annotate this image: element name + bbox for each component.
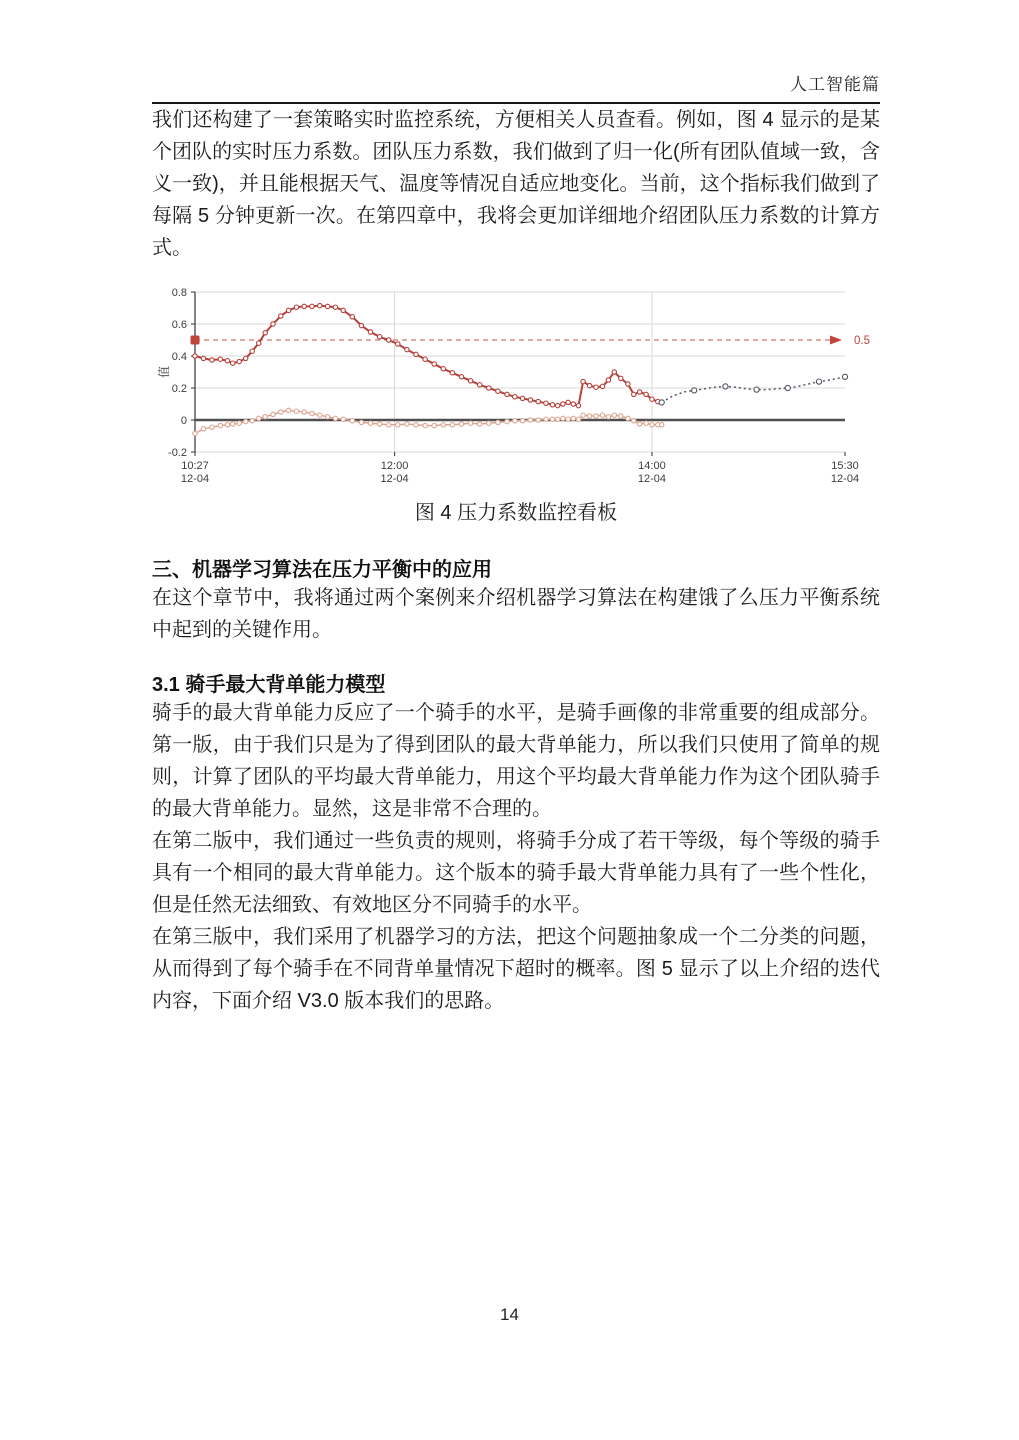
- paragraph-version-3: 在第三版中，我们采用了机器学习的方法，把这个问题抽象成一个二分类的问题，从而得到了每个骑手在不同背单量情况下超时的概率。图 5 显示了以上介绍的迭代内容，下面介绍 V3.0 版本我们的思路。: [152, 926, 880, 1012]
- subsection-heading-3-1: 3.1 骑手最大背单能力模型: [152, 674, 386, 696]
- figure-4-caption: 图 4 压力系数监控看板: [414, 502, 618, 524]
- svg-text:0.8: 0.8: [171, 287, 187, 299]
- page-number: 14: [500, 1305, 519, 1324]
- paragraph-version-2: 在第二版中，我们通过一些负责的规则，将骑手分成了若干等级，每个等级的骑手具有一个相同的最大背单能力。这个版本的骑手最大背单能力具有了一些个性化，但是任然无法细致、有效地区分不同骑手的水平。: [152, 830, 880, 916]
- svg-text:12:00: 12:00: [380, 460, 409, 472]
- svg-text:14:00: 14:00: [638, 460, 666, 472]
- svg-text:15:30: 15:30: [831, 460, 859, 472]
- svg-text:0.2: 0.2: [171, 383, 187, 395]
- figure-4: [152, 280, 880, 490]
- svg-text:10:27: 10:27: [181, 460, 209, 472]
- section-heading-3: 三、机器学习算法在压力平衡中的应用: [152, 559, 492, 581]
- svg-text:0.5: 0.5: [854, 335, 870, 347]
- svg-text:12-04: 12-04: [830, 473, 860, 485]
- page-content: [152, 0, 880, 1017]
- svg-text:12-04: 12-04: [180, 473, 210, 485]
- svg-text:0.4: 0.4: [171, 351, 187, 363]
- svg-text:0: 0: [180, 415, 187, 427]
- svg-text:0.6: 0.6: [171, 319, 187, 331]
- svg-text:12-04: 12-04: [637, 473, 667, 485]
- svg-text:值: 值: [157, 365, 171, 379]
- paragraph-version-1: 骑手的最大背单能力反应了一个骑手的水平，是骑手画像的非常重要的组成部分。第一版，由于我们只是为了得到团队的最大背单能力，所以我们只使用了简单的规则，计算了团队的平均最大背单能力，用这个平均最大背单能力作为这个团队骑手的最大背单能力。显然，这是非常不合理的。: [152, 702, 880, 820]
- paragraph-chapter-intro: 在这个章节中，我将通过两个案例来介绍机器学习算法在构建饿了么压力平衡系统中起到的关键作用。: [152, 587, 880, 641]
- pressure-coefficient-chart: [152, 280, 880, 485]
- paragraph-monitoring-system: 我们还构建了一套策略实时监控系统，方便相关人员查看。例如，图 4 显示的是某个团队的实时压力系数。团队压力系数，我们做到了归一化(所有团队值域一致，含义一致)，并且能根据天气、温度等情况自适应地变化。当前，这个指标我们做到了每隔 5 分钟更新一次。在第四章中，我将会更加详细地介绍团队压力系数的计算方式。: [152, 109, 880, 259]
- running-header: 人工智能篇: [790, 75, 880, 94]
- svg-text:-0.2: -0.2: [168, 447, 187, 459]
- svg-text:12-04: 12-04: [380, 473, 409, 485]
